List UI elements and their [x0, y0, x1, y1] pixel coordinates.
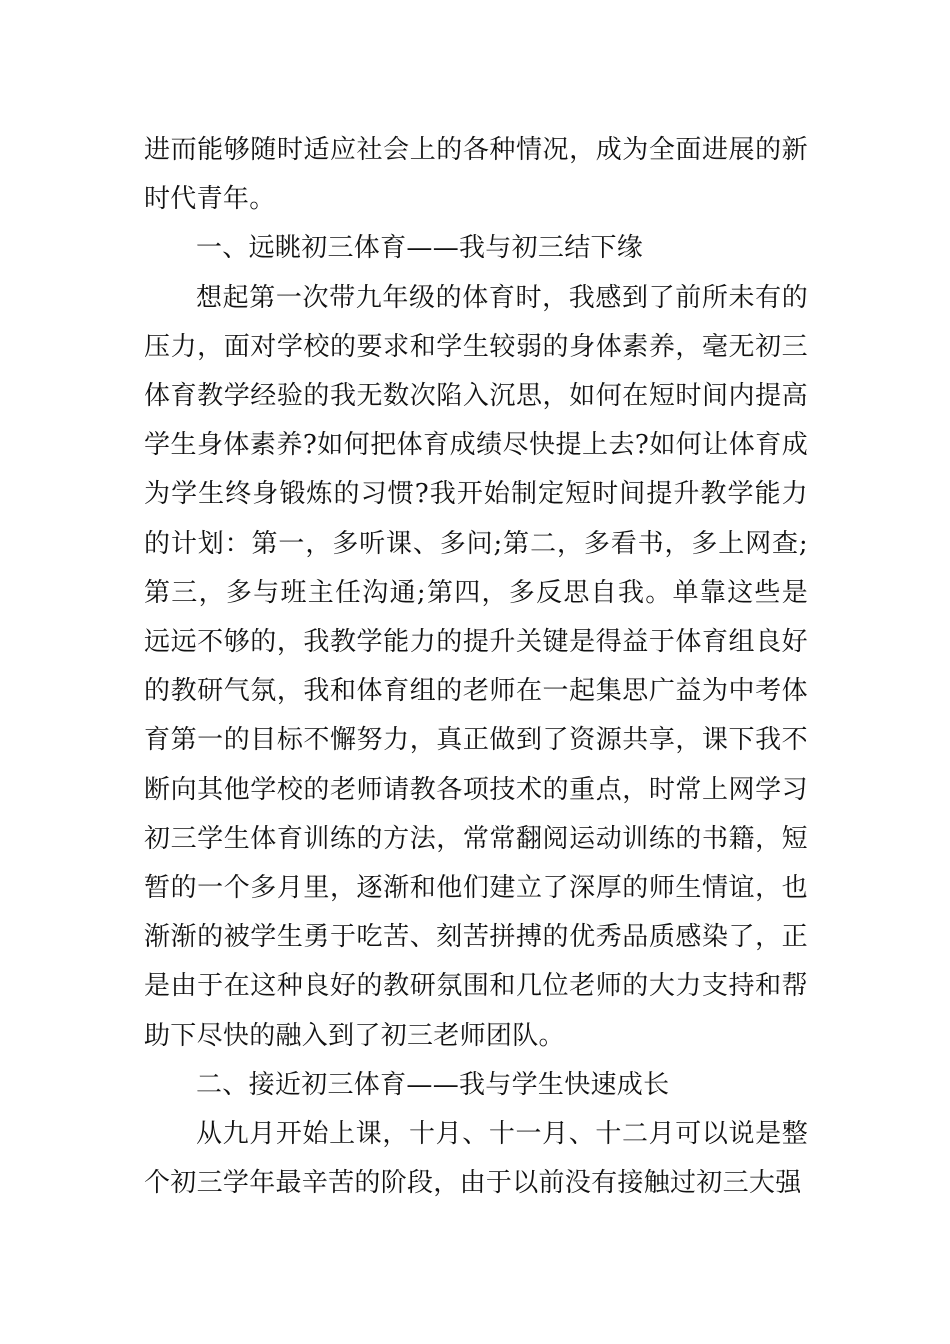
- paragraph-continuation: 进而能够随时适应社会上的各种情况，成为全面进展的新时代青年。: [144, 135, 808, 215]
- paragraph-body-1: 想起第一次带九年级的体育时，我感到了前所未有的压力，面对学校的要求和学生较弱的身体素养，毫无初三体育教学经验的我无数次陷入沉思，如何在短时间内提高学生身体素养?如何把体育成绩尽快提上去?如何让体育成为学生终身锻炼的习惯?我开始制定短时间提升教学能力的计划：第一，多听课、多问;第二，多看书，多上网查;第三，多与班主任沟通;第四，多反思自我。单靠这些是远远不够的，我教学能力的提升关键是得益于体育组良好的教研气氛，我和体育组的老师在一起集思广益为中考体育第一的目标不懈努力，真正做到了资源共享，课下我不断向其他学校的老师请教各项技术的重点，时常上网学习初三学生体育训练的方法，常常翻阅运动训练的书籍，短暂的一个多月里，逐渐和他们建立了深厚的师生情谊，也渐渐的被学生勇于吃苦、刻苦拼搏的优秀品质感染了，正是由于在这种良好的教研氛围和几位老师的大力支持和帮助下尽快的融入到了初三老师团队。: [144, 282, 808, 1051]
- section-heading-2: 二、接近初三体育——我与学生快速成长: [196, 1069, 670, 1100]
- section-heading-1: 一、远眺初三体育——我与初三结下缘: [196, 233, 644, 264]
- paragraph-body-2: 从九月开始上课，十月、十一月、十二月可以说是整个初三学年最辛苦的阶段，由于以前没有接触过初三大强: [144, 1119, 808, 1199]
- document-body: [144, 126, 808, 1208]
